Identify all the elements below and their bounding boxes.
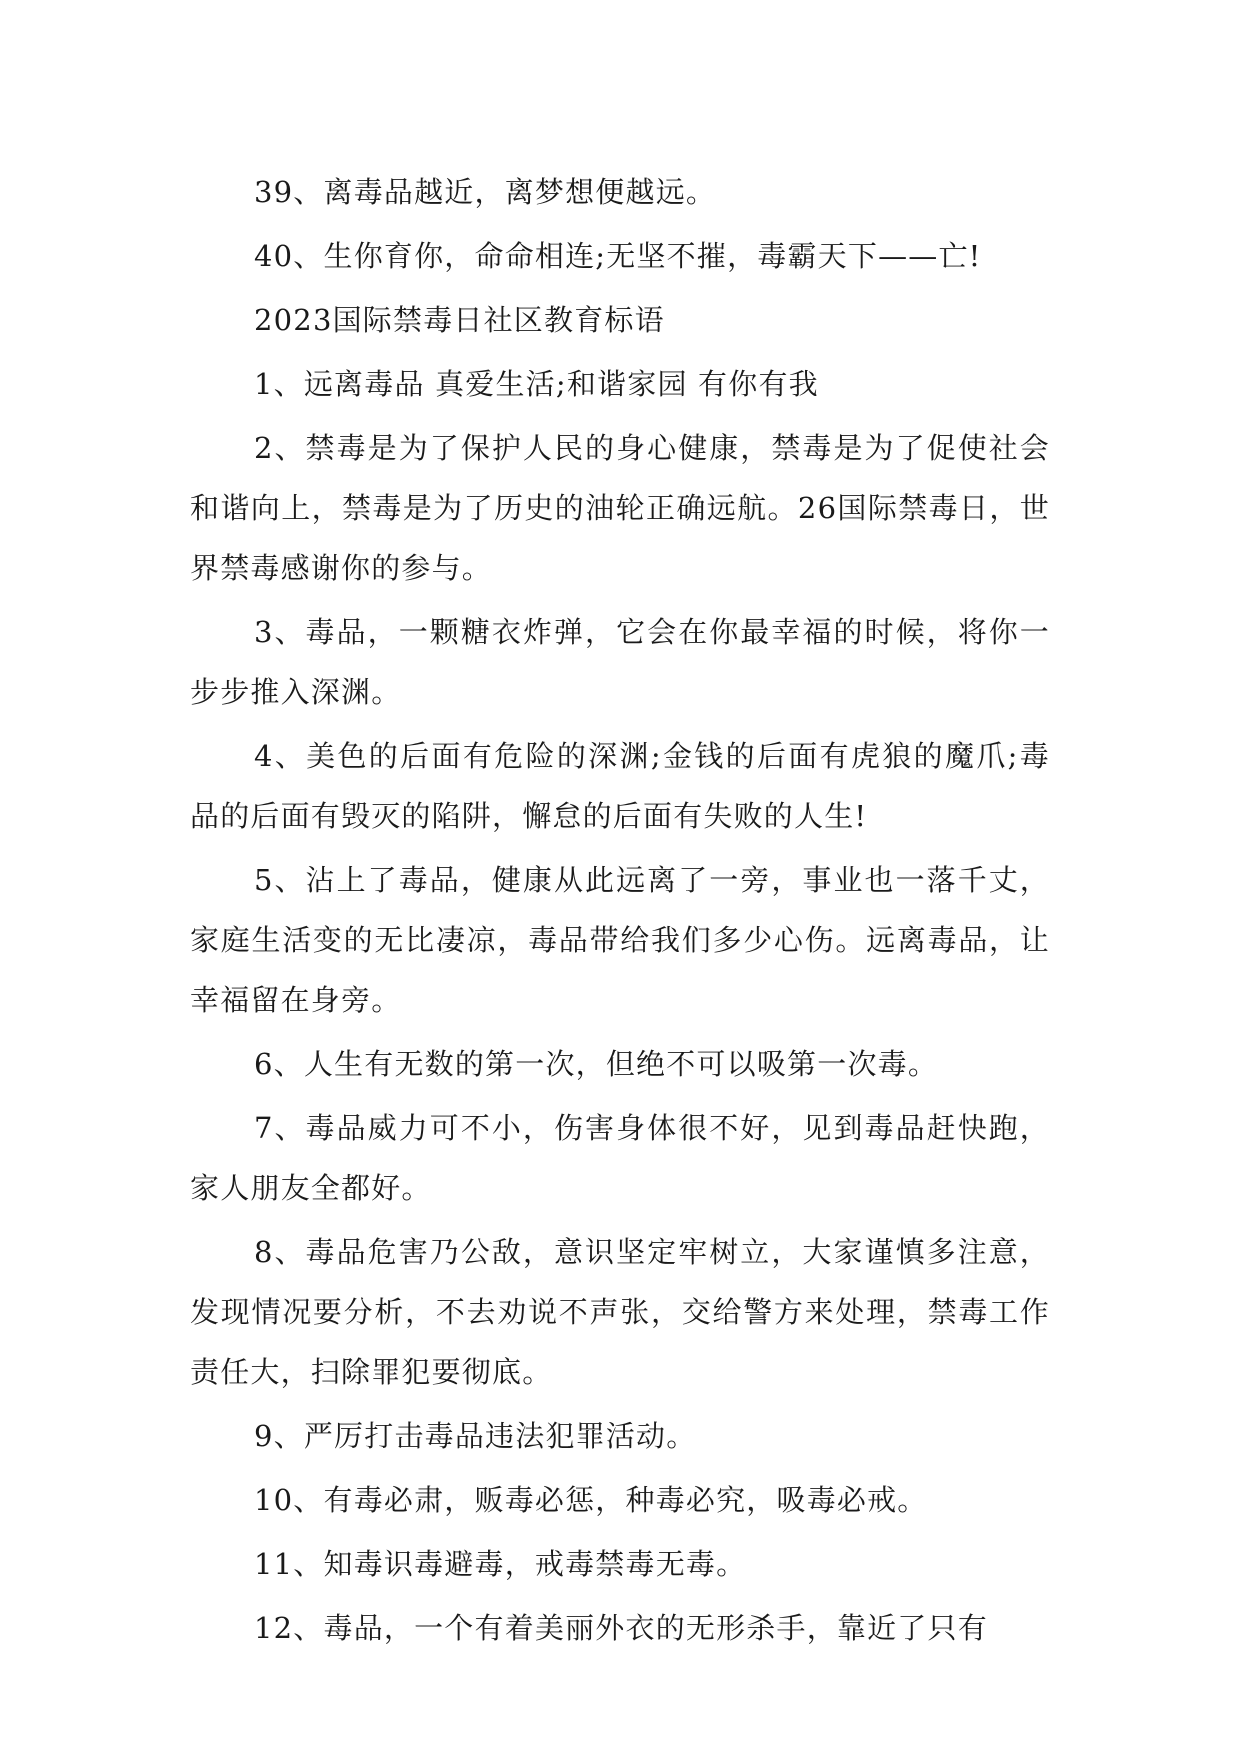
document-body [190, 162, 1050, 1662]
paragraph-11: 11、知毒识毒避毒，戒毒禁毒无毒。 [254, 1547, 747, 1581]
section-heading: 2023国际禁毒日社区教育标语 [254, 303, 665, 337]
paragraph-12: 12、毒品，一个有着美丽外衣的无形杀手，靠近了只有 [254, 1611, 988, 1645]
paragraph-39: 39、离毒品越近，离梦想便越远。 [254, 175, 717, 209]
paragraph-3: 3、毒品，一颗糖衣炸弹，它会在你最幸福的时候，将你一步步推入深渊。 [190, 615, 1050, 709]
paragraph-8: 8、毒品危害乃公敌，意识坚定牢树立，大家谨慎多注意，发现情况要分析，不去劝说不声张，交给警方来处理，禁毒工作责任大，扫除罪犯要彻底。 [190, 1235, 1050, 1389]
paragraph-4: 4、美色的后面有危险的深渊;金钱的后面有虎狼的魔爪;毒品的后面有毁灭的陷阱，懈怠的后面有失败的人生! [190, 739, 1050, 833]
paragraph-9: 9、严厉打击毒品违法犯罪活动。 [254, 1419, 697, 1453]
paragraph-2: 2、禁毒是为了保护人民的身心健康，禁毒是为了促使社会和谐向上，禁毒是为了历史的油轮正确远航。26国际禁毒日，世界禁毒感谢你的参与。 [190, 431, 1050, 585]
paragraph-5: 5、沾上了毒品，健康从此远离了一旁，事业也一落千丈，家庭生活变的无比凄凉，毒品带给我们多少心伤。远离毒品，让幸福留在身旁。 [190, 863, 1050, 1017]
paragraph-7: 7、毒品威力可不小，伤害身体很不好，见到毒品赶快跑，家人朋友全都好。 [190, 1111, 1050, 1205]
paragraph-6: 6、人生有无数的第一次，但绝不可以吸第一次毒。 [254, 1047, 939, 1081]
paragraph-40: 40、生你育你，命命相连;无坚不摧，毒霸天下——亡! [254, 239, 982, 273]
paragraph-10: 10、有毒必肃，贩毒必惩，种毒必究，吸毒必戒。 [254, 1483, 928, 1517]
paragraph-1: 1、远离毒品 真爱生活;和谐家园 有你有我 [254, 367, 819, 401]
